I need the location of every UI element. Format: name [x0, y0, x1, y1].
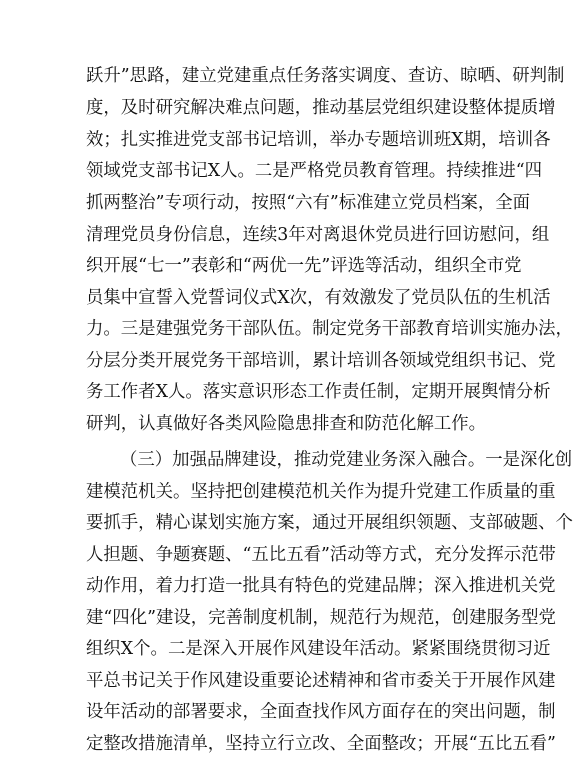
- text-line: 定整改措施清单，坚持立行立改、全面整改；开展“五比五看”: [86, 734, 556, 754]
- text-line: 领域党支部书记X人。二是严格党员教育管理。持续推进“四: [86, 161, 543, 181]
- text-line: 动作用，着力打造一批具有特色的党建品牌；深入推进机关党: [86, 576, 556, 596]
- text-line: 组织X个。二是深入开展作风建设年活动。紧紧围绕贯彻习近: [86, 639, 551, 659]
- text-line: 人担题、争题赛题、“五比五看”活动等方式，充分发挥示范带: [86, 545, 556, 565]
- text-line: 研判，认真做好各类风险隐患排查和防范化解工作。: [86, 414, 486, 434]
- text-line: 要抓手，精心谋划实施方案，通过开展组织领题、支部破题、个: [86, 513, 573, 533]
- text-line: 抓两整治”专项行动，按照“六有”标准建立党员档案，全面: [86, 193, 531, 213]
- text-line: 分层分类开展党务干部培训，累计培训各领域党组织书记、党: [86, 351, 556, 371]
- text-line: 建“四化”建设，完善制度机制，规范行为规范，创建服务型党: [86, 608, 556, 628]
- text-line: 设年活动的部署要求，全面查找作风方面存在的突出问题，制: [86, 702, 556, 722]
- text-line: 度，及时研究解决难点问题，推动基层党组织建设整体提质增: [86, 98, 556, 118]
- text-line: 清理党员身份信息，连续3年对离退休党员进行回访慰问，组: [86, 225, 550, 245]
- text-line: 织开展“七一”表彰和“两优一先”评选等活动，组织全市党: [86, 256, 522, 276]
- section-heading-line: （三）加强品牌建设，推动党建业务深入融合。一是深化创: [120, 450, 573, 470]
- text-line: 力。三是建强党务干部队伍。制定党务干部教育培训实施办法，: [86, 319, 573, 339]
- text-line: 员集中宣誓入党誓词仪式X次，有效激发了党员队伍的生机活: [86, 288, 551, 308]
- text-line: 效；扎实推进党支部书记培训，举办专题培训班X期，培训各: [86, 130, 551, 150]
- text-line: 平总书记关于作风建设重要论述精神和省市委关于开展作风建: [86, 671, 556, 691]
- text-line: 跃升”思路，建立党建重点任务落实调度、查访、晾晒、研判制: [86, 66, 565, 86]
- text-line: 务工作者X人。落实意识形态工作责任制，定期开展舆情分析: [86, 382, 551, 402]
- text-line: 建模范机关。坚持把创建模范机关作为提升党建工作质量的重: [86, 482, 556, 502]
